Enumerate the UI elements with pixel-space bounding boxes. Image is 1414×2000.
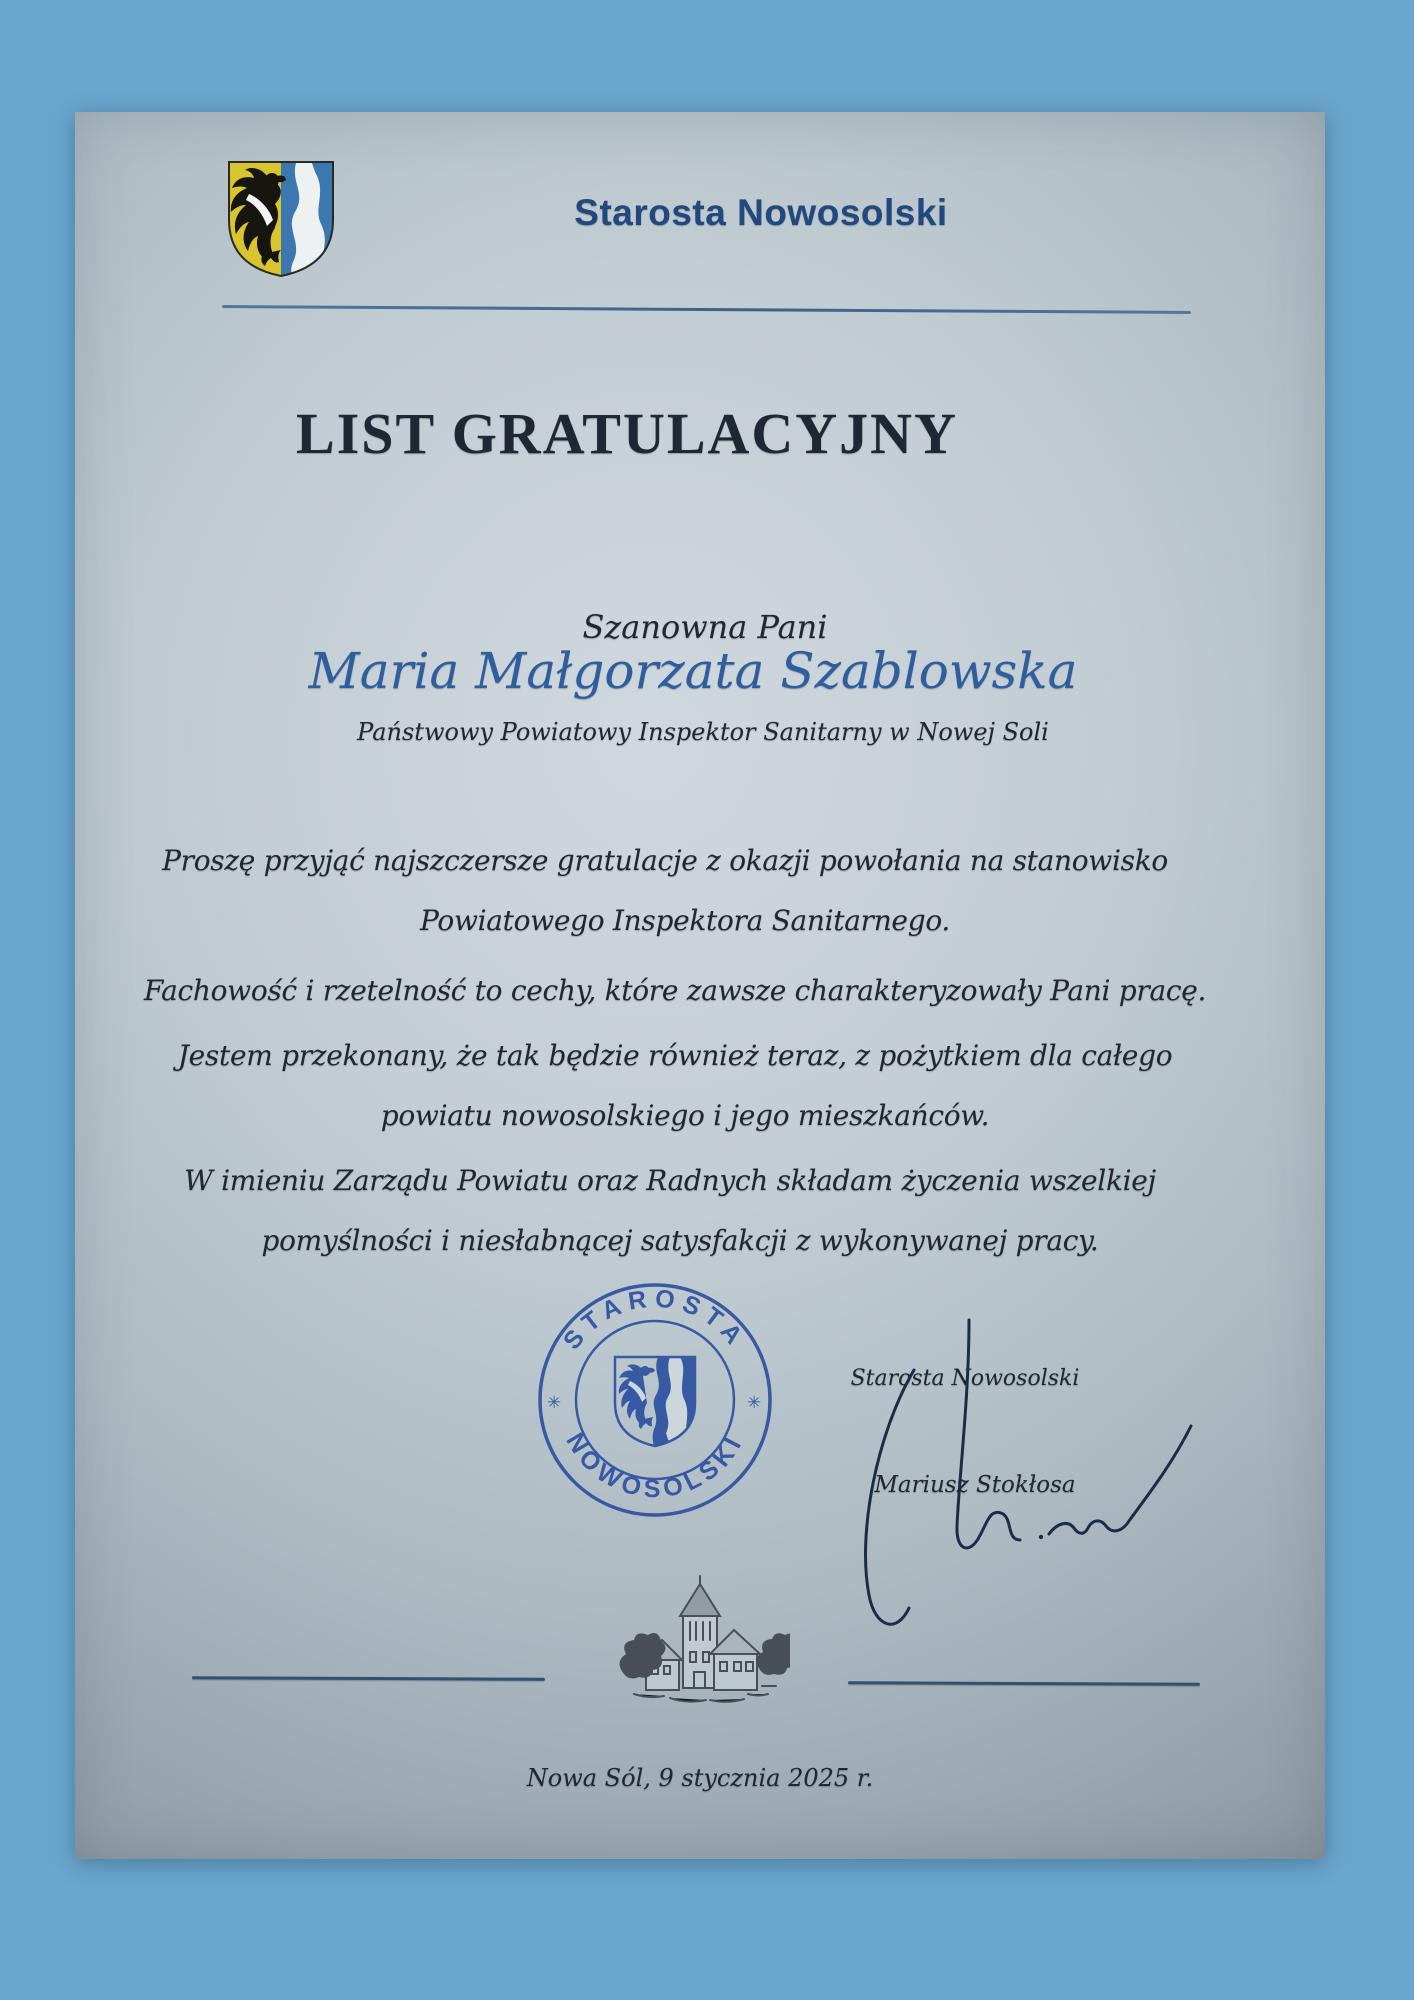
signature-role: Starosta Nowosolski [850, 1366, 1080, 1391]
body-line: Jestem przekonany, że tak będzie również teraz, z pożytkiem dla całego [177, 1039, 1173, 1072]
letter-title: LIST GRATULACYJNY [296, 401, 958, 466]
seal-star-left: ✳ [547, 1393, 562, 1413]
footer-line-right [848, 1681, 1200, 1686]
body-line: pomyślności i niesłabnącej satysfakcji z wykonywanej pracy. [261, 1224, 1099, 1257]
header-brand: Starosta Nowosolski [574, 192, 948, 233]
recipient-name: Maria Małgorzata Szablowska [308, 642, 1078, 700]
seal-text-bottom: NOWOSOLSKI [560, 1428, 750, 1504]
header-rule [222, 305, 1191, 314]
seal-star-right: ✳ [747, 1393, 762, 1413]
footer-line-left [192, 1676, 545, 1681]
recipient-position: Państwowy Powiatowy Inspektor Sanitarny w Nowej Soli [357, 718, 1049, 746]
official-seal [530, 1275, 780, 1525]
body-line: Fachowość i rzetelność to cechy, które zawsze charakteryzowały Pani pracę. [143, 974, 1207, 1007]
salutation: Szanowna Pani [582, 608, 828, 646]
coat-of-arms [223, 158, 339, 280]
svg-text:STAROSTA [558, 1284, 752, 1355]
signature-name: Mariusz Stokłosa [874, 1472, 1076, 1498]
town-building-illustration [610, 1574, 790, 1734]
body-line: powiatu nowosolskiego i jego mieszkańców. [380, 1099, 990, 1132]
body-line: Proszę przyjąć najszczersze gratulacje z okazji powołania na stanowisko [162, 844, 1168, 877]
body-line: Powiatowego Inspektora Sanitarnego. [419, 904, 951, 937]
seal-text-top: STAROSTA [557, 1284, 753, 1355]
body-line: W imieniu Zarządu Powiatu oraz Radnych składam życzenia wszelkiej [184, 1164, 1156, 1197]
letter-paper [75, 112, 1325, 1859]
date-line: Nowa Sól, 9 stycznia 2025 r. [526, 1764, 874, 1792]
